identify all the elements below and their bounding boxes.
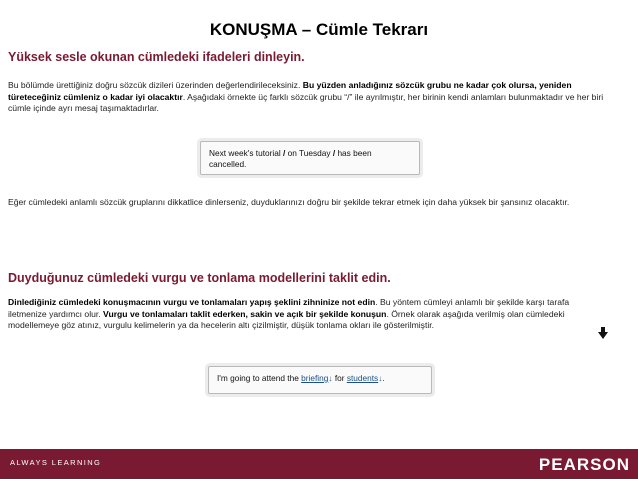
section1-paragraph-2: Eğer cümledeki anlamlı sözcük gruplarını dikkatlice dinlerseniz, duyduklarınızı doğru bir şekilde tekrar etmek için daha yüksek bir şansınız olacaktır.	[8, 197, 570, 207]
footer-tagline: ALWAYS LEARNING	[10, 458, 102, 467]
section1-para-text-c: . Aşağıdaki örnekte üç farklı sözcük grubu “/” ile ayrılmıştır, her birinin kendi anlamları bulunmaktadır ve her biri cümle içinde ayrı mesaj taşımaktadırlar.	[8, 91, 604, 114]
section2-para-bold-2: Vurgu ve tonlamaları taklit ederken, sakin ve açık bir şekilde konuşun	[103, 308, 387, 319]
section2-para-bold-1: Dinlediğiniz cümledeki konuşmacının vurgu ve tonlamaları yapış şeklini zihninize not edin	[8, 297, 376, 307]
example-sentence-end: .	[382, 373, 385, 383]
section1-para-text-a: Bu bölümde ürettiğiniz doğru sözcük dizileri üzerinden değerlendirileceksiniz.	[8, 80, 303, 90]
phrase-separator: /	[330, 148, 338, 158]
example-phrase-2: on Tuesday	[287, 148, 331, 158]
section2-para-text-d: . Örnek olarak aşağıda verilmiş olan cümledeki modellemeye göz atınız, vurgulu kelimelerin ya da hecelerin altı çizilmiştir, düşük tonlama okları ile gösterilmiştir.	[8, 308, 565, 331]
stressed-word-briefing: briefing	[301, 373, 329, 383]
section2-para-text-b: . Bu yöntem cümleyi anlamlı bir şekilde karşı tarafa iletmenize yardımcı olur.	[8, 297, 570, 319]
example-box-phrases	[200, 141, 420, 175]
down-arrow-icon	[598, 327, 608, 339]
page-title: KONUŞMA – Cümle Tekrarı	[209, 20, 429, 39]
example-phrase-3: has been cancelled.	[209, 148, 372, 169]
pearson-logo: PEARSON	[538, 455, 630, 474]
section1-para-bold: Bu yüzden anladığınız sözcük grubu ne kadar çok olursa, yeniden türeteceğiniz cümleniz o kadar iyi olacaktır	[8, 80, 572, 102]
example-phrase-1: Next week's tutorial	[209, 148, 281, 158]
section-heading-imitate: Duyduğunuz cümledeki vurgu ve tonlama modellerini taklit edin.	[8, 271, 391, 285]
section1-paragraph	[8, 80, 620, 115]
stressed-word-students: students	[346, 373, 379, 383]
section2-paragraph	[8, 297, 608, 332]
footer-bar	[0, 449, 638, 479]
section-heading-listen: Yüksek sesle okunan cümledeki ifadeleri dinleyin.	[8, 50, 305, 64]
example-sentence-start: I'm going to attend the	[217, 373, 302, 383]
example-box-intonation	[208, 366, 432, 394]
example-sentence-mid: for	[332, 373, 347, 383]
falling-intonation-icon: ↓	[378, 373, 383, 383]
falling-intonation-icon: ↓	[328, 373, 333, 383]
phrase-separator: /	[280, 148, 288, 158]
